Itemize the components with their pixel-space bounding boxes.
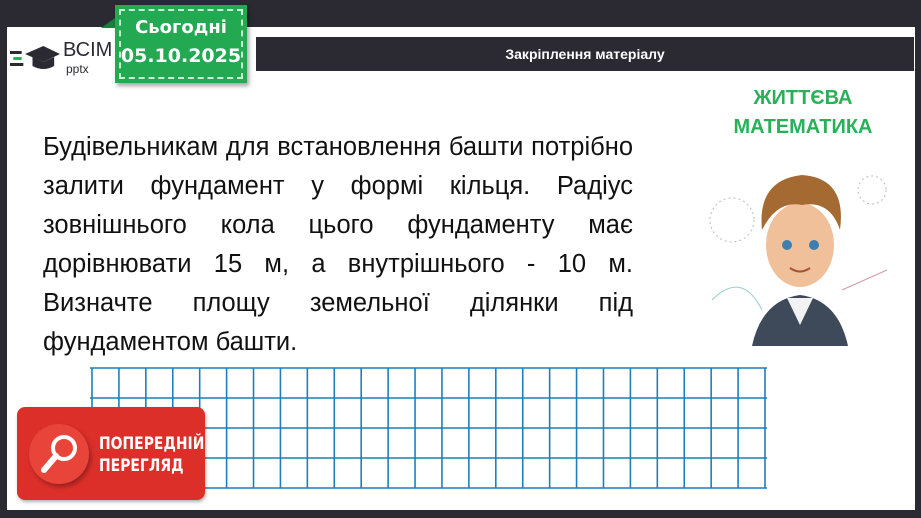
section-title: [722, 84, 884, 142]
logo-subtext: pptx: [66, 62, 89, 76]
graduation-cap-icon: [10, 44, 60, 70]
preview-label-line2: ПЕРЕГЛЯД: [99, 456, 184, 476]
section-title-line1: ЖИТТЄВА: [753, 87, 853, 109]
preview-button[interactable]: [17, 407, 205, 500]
date-value: 05.10.2025: [120, 45, 242, 67]
logo-text: ВСІМ: [63, 39, 113, 61]
slide-title: Закріплення матеріалу: [256, 37, 914, 71]
date-label: Сьогодні: [135, 17, 227, 38]
boy-with-formulas-illustration: [702, 150, 898, 346]
badge-fold: [101, 18, 115, 28]
task-text: Будівельникам для встановлення башти потрібно залити фундамент у формі кільця. Радіус зовнішнього кола цього фундаменту має дорівнювати 15 м, а внутрішнього - 10 м. Визначте площу земельної ділянки під фундаментом башти.: [43, 133, 633, 356]
section-title-line2: МАТЕМАТИКА: [733, 116, 873, 138]
date-badge: [115, 5, 247, 83]
preview-label-line1: ПОПЕРЕДНІЙ: [99, 434, 205, 454]
magnifier-icon: [29, 424, 89, 484]
vsim-logo: [8, 38, 114, 74]
